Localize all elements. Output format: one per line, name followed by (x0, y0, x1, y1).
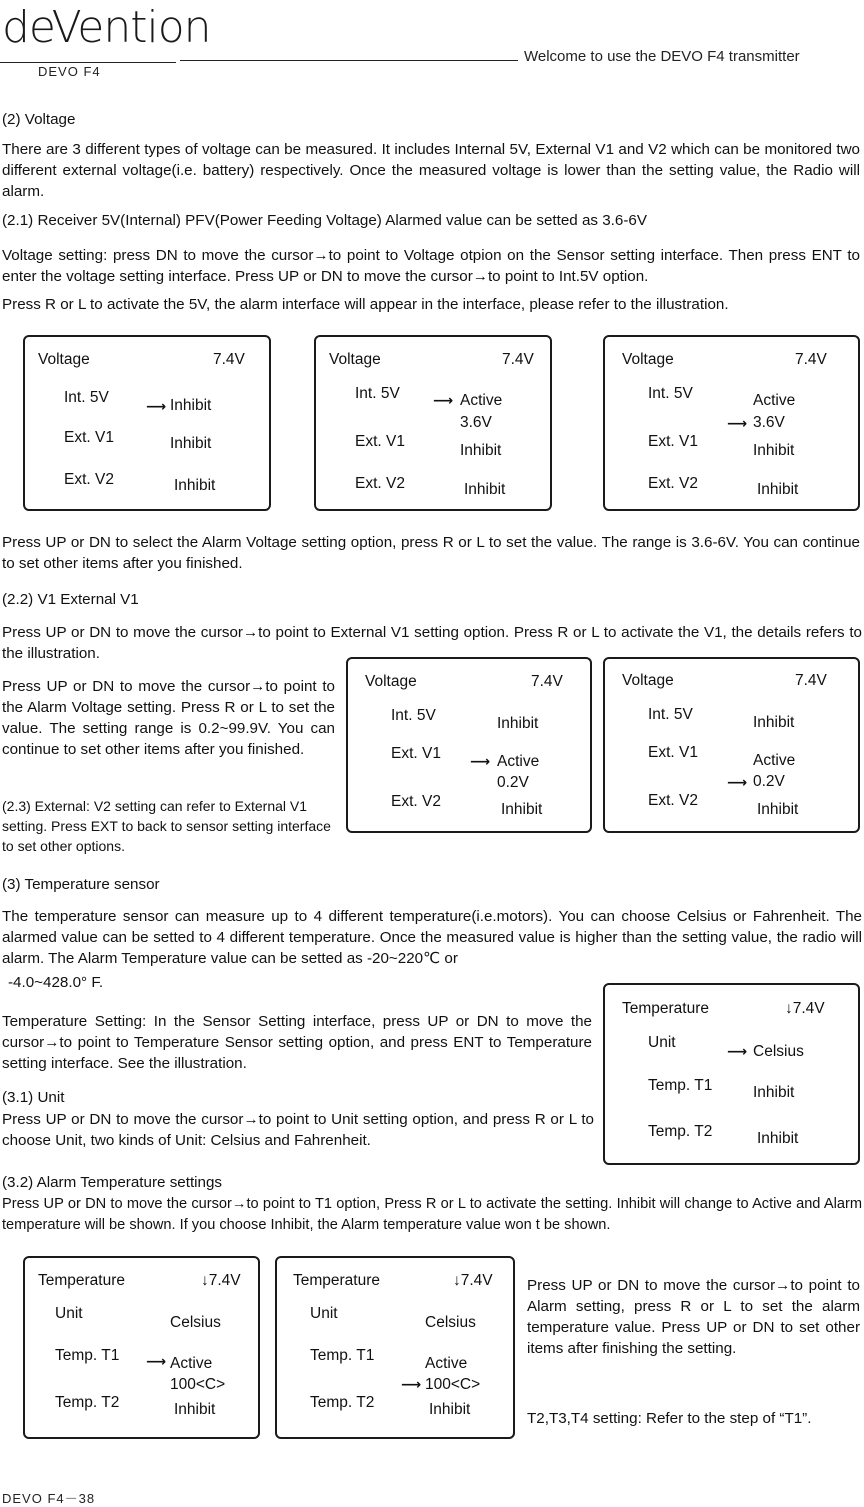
voltage-screen-5 (603, 657, 860, 833)
s21-text2: Press R or L to activate the 5V, the alarm interface will appear in the interface, please refer to the illustration. (2, 296, 729, 313)
s32-text: Press UP or DN to move the cursor→to point to T1 option, Press R or L to activate the setting. Inhibit will change to Active and Alarm temperature will be shown. If you choose Inhibit, the Alarm temperature value won t be shown. (2, 1196, 862, 1233)
value-extv2: Inhibit (174, 477, 216, 494)
voltage-screen-3 (603, 335, 860, 511)
row-extv1: Ext. V1 (64, 429, 114, 446)
value-int5v-alarm: 3.6V (460, 414, 492, 431)
s22-text1: Press UP or DN to move the cursor→to point to External V1 setting option. Press R or L to activate the V1, the details refers to the illustration. (2, 624, 862, 662)
model-label: DEVO F4 (38, 64, 101, 79)
value-unit: Celsius (753, 1043, 804, 1060)
row-extv2: Ext. V2 (64, 471, 114, 488)
row-extv2: Ext. V2 (391, 793, 441, 810)
row-extv1: Ext. V1 (355, 433, 405, 450)
screen-title: Voltage (365, 673, 417, 690)
value-extv1: Inhibit (460, 442, 502, 459)
row-t1: Temp. T1 (55, 1347, 120, 1364)
s31-text: Press UP or DN to move the cursor→to point to Unit setting option, and press R or L to choose Unit, two kinds of Unit: Celsius and Fahrenheit. (2, 1111, 594, 1149)
value-extv2: Inhibit (464, 481, 506, 498)
value-extv2: Inhibit (757, 801, 799, 818)
page-footer: DEVO F4－38 (2, 1491, 96, 1506)
cursor-arrow-icon: ⟶ (727, 1043, 748, 1059)
value-t2: Inhibit (429, 1401, 471, 1418)
row-extv1: Ext. V1 (391, 745, 441, 762)
row-int5v: Int. 5V (391, 707, 436, 724)
value-extv2: Inhibit (757, 481, 799, 498)
row-t2: Temp. T2 (55, 1394, 120, 1411)
value-t2: Inhibit (174, 1401, 216, 1418)
s21-text1: Voltage setting: press DN to move the cursor→to point to Voltage otpion on the Sensor setting interface. Then press ENT to enter the voltage setting interface. Press UP or DN to move the cursor→to point to Int.5V option. (2, 247, 860, 285)
value-int5v: Inhibit (170, 397, 212, 414)
temp-intro-end: -4.0~428.0° F. (8, 974, 104, 991)
row-unit: Unit (55, 1305, 83, 1322)
temp-setting: Temperature Setting: In the Sensor Setting interface, press UP or DN to move the cursor→to point to Temperature Sensor setting option, and press ENT to Temperature setting interface. See the illustration. (2, 1013, 592, 1072)
screen-title: Voltage (622, 672, 674, 689)
temperature-screen-3 (275, 1256, 515, 1439)
s22-heading: (2.2) V1 External V1 (2, 591, 139, 608)
screen-title: Temperature (38, 1272, 126, 1289)
row-int5v: Int. 5V (648, 706, 693, 723)
value-extv1-state: Active (753, 752, 796, 769)
screen-voltage: 7.4V (213, 351, 245, 368)
value-extv1: Inhibit (170, 435, 212, 452)
s32-right: Press UP or DN to move the cursor→to point to Alarm setting, press R or L to set the alarm temperature value. Press UP or DN to set other items after finishing the setting. (527, 1277, 860, 1357)
screen-title: Voltage (622, 351, 674, 368)
s31-heading: (3.1) Unit (2, 1089, 65, 1106)
cursor-arrow-icon: ⟶ (470, 753, 491, 769)
s22-text2: Press UP or DN to move the cursor→to point to the Alarm Voltage setting. Press R or L to set the value. The setting range is 0.2~99.9V. You can continue to set other items after you finished. (2, 678, 335, 758)
screen-title: Temperature (293, 1272, 381, 1289)
temperature-screen-1 (603, 983, 860, 1165)
value-t2: Inhibit (757, 1130, 799, 1147)
row-extv1: Ext. V1 (648, 433, 698, 450)
value-t1-state: Active (425, 1355, 468, 1372)
value-t1-alarm: 100<C> (170, 1376, 226, 1393)
row-int5v: Int. 5V (648, 385, 693, 402)
value-extv1-state: Active (497, 753, 540, 770)
brand-logo: deVention (2, 2, 211, 53)
value-unit: Celsius (170, 1314, 221, 1331)
screen-voltage: 7.4V (531, 673, 563, 690)
s32-heading: (3.2) Alarm Temperature settings (2, 1174, 223, 1191)
screen-title: Temperature (622, 1000, 710, 1017)
row-extv2: Ext. V2 (648, 475, 698, 492)
value-extv1-alarm: 0.2V (753, 773, 785, 790)
cursor-arrow-icon: ⟶ (433, 392, 454, 408)
welcome-text: Welcome to use the DEVO F4 transmitter (524, 48, 800, 65)
value-extv1: Inhibit (753, 442, 795, 459)
s23-text: (2.3) External: V2 setting can refer to External V1 setting. Press EXT to back to sensor setting interface to set other options. (2, 798, 331, 854)
screen-voltage: ↓7.4V (453, 1272, 493, 1289)
header-divider (180, 60, 518, 61)
voltage-screen-2 (314, 335, 552, 511)
cursor-arrow-icon: ⟶ (146, 1353, 167, 1369)
temp-heading: (3) Temperature sensor (2, 876, 160, 893)
row-unit: Unit (310, 1305, 338, 1322)
value-int5v: Inhibit (753, 714, 795, 731)
row-extv2: Ext. V2 (355, 475, 405, 492)
s21-after: Press UP or DN to select the Alarm Voltage setting option, press R or L to set the value. The range is 3.6-6V. You can continue to set other items after you finished. (2, 534, 860, 572)
temp-intro: The temperature sensor can measure up to 4 different temperature(i.e.motors). You can choose Celsius or Fahrenheit. The alarmed value can be setted to 4 different temperature. Once the measured value is higher than the setting value, the radio will alarm. The Alarm Temperature value can be setted as -20~220℃ or (2, 908, 862, 967)
screen-voltage: ↓7.4V (201, 1272, 241, 1289)
screen-title: Voltage (329, 351, 381, 368)
row-extv1: Ext. V1 (648, 744, 698, 761)
row-extv2: Ext. V2 (648, 792, 698, 809)
screen-voltage: 7.4V (502, 351, 534, 368)
row-t1: Temp. T1 (310, 1347, 375, 1364)
cursor-arrow-icon: ⟶ (401, 1376, 422, 1392)
voltage-intro: There are 3 different types of voltage can be measured. It includes Internal 5V, External V1 and V2 which can be monitored two different external voltage(i.e. battery) respectively. Once the measured voltage is lower than the setting value, the Radio will alarm. (2, 141, 860, 200)
cursor-arrow-icon: ⟶ (727, 415, 748, 431)
row-unit: Unit (648, 1034, 676, 1051)
value-extv2: Inhibit (501, 801, 543, 818)
voltage-screen-4 (346, 657, 592, 833)
value-int5v-state: Active (460, 392, 503, 409)
value-int5v-state: Active (753, 392, 796, 409)
voltage-heading: (2) Voltage (2, 111, 76, 128)
value-int5v: Inhibit (497, 715, 539, 732)
header-divider-left (0, 62, 176, 63)
voltage-screen-1 (23, 335, 271, 511)
screen-voltage: ↓7.4V (785, 1000, 825, 1017)
row-t1: Temp. T1 (648, 1077, 713, 1094)
row-int5v: Int. 5V (355, 385, 400, 402)
screen-voltage: 7.4V (795, 351, 827, 368)
s21-heading: (2.1) Receiver 5V(Internal) PFV(Power Feeding Voltage) Alarmed value can be setted as 3.6-6V (2, 212, 647, 229)
value-unit: Celsius (425, 1314, 476, 1331)
cursor-arrow-icon: ⟶ (727, 774, 748, 790)
value-t1: Inhibit (753, 1084, 795, 1101)
row-t2: Temp. T2 (648, 1123, 713, 1140)
value-t1-alarm: 100<C> (425, 1376, 481, 1393)
value-extv1-alarm: 0.2V (497, 774, 529, 791)
temperature-screen-2 (23, 1256, 260, 1439)
row-int5v: Int. 5V (64, 389, 109, 406)
value-t1-state: Active (170, 1355, 213, 1372)
row-t2: Temp. T2 (310, 1394, 375, 1411)
cursor-arrow-icon: ⟶ (146, 398, 167, 414)
screen-voltage: 7.4V (795, 672, 827, 689)
screen-title: Voltage (38, 351, 90, 368)
value-int5v-alarm: 3.6V (753, 414, 785, 431)
s32-right2: T2,T3,T4 setting: Refer to the step of “T1”. (527, 1410, 812, 1427)
